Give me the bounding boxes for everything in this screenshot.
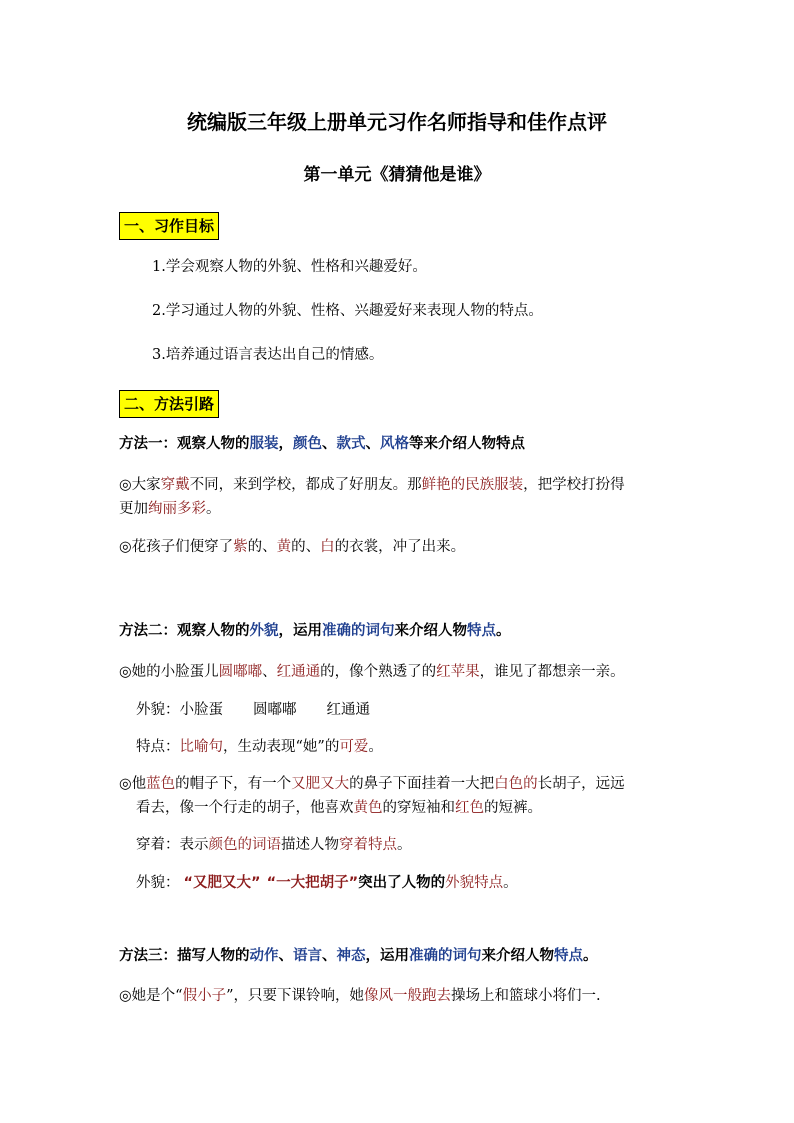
document-title: 统编版三年级上册单元习作名师指导和佳作点评	[187, 110, 607, 134]
highlight: 又肥又大	[291, 776, 350, 792]
text-run: 。	[368, 739, 383, 755]
highlight: 比喻句	[179, 739, 223, 755]
highlight: 假小子	[182, 988, 227, 1004]
text-run: 来介绍人物	[481, 948, 554, 964]
highlight: 语言	[293, 948, 322, 964]
text-run: 的鼻子下面挂着一大把	[349, 776, 495, 792]
text-run: 来介绍人物	[394, 623, 467, 639]
text-run: 、	[322, 436, 337, 452]
highlight: 黄色	[353, 800, 383, 816]
text-run: ◎大家	[119, 477, 161, 493]
highlight: 圆嘟嘟	[218, 664, 263, 680]
highlight: 像风一般跑去	[364, 988, 451, 1004]
highlight: 特点	[554, 948, 583, 964]
highlight: 穿戴	[160, 477, 190, 493]
text-run: 、	[262, 664, 277, 680]
highlight: 可爱	[339, 739, 369, 755]
text-run: 描述人物	[281, 837, 339, 853]
text-run: ，把学校打扮得	[523, 477, 625, 493]
text-run: 的穿短袖和	[382, 800, 455, 816]
example-paragraph	[119, 474, 625, 496]
text-run: 。	[503, 875, 518, 891]
text-run: ，谁见了都想亲一亲。	[479, 664, 625, 680]
example-paragraph	[119, 985, 601, 1007]
highlight: 穿着特点	[339, 837, 397, 853]
highlight: 白	[320, 539, 335, 555]
example-paragraph	[119, 661, 625, 683]
highlight: 红苹果	[436, 664, 480, 680]
appearance-note-2	[136, 872, 518, 894]
example-paragraph-cont	[136, 797, 542, 819]
text-run: ”，只要下课铃响，她	[226, 988, 364, 1004]
highlight: 准确的词句	[409, 948, 482, 964]
method-3-heading	[119, 945, 598, 967]
highlight: 白色的	[494, 776, 538, 792]
text-run: 等来介绍人物特点	[409, 436, 525, 452]
clothing-note	[136, 834, 412, 856]
appearance-note	[136, 699, 370, 721]
goal-item: 1.学会观察人物的外貌、性格和兴趣爱好。	[152, 259, 427, 275]
text-run: 方法二：观察人物的	[119, 623, 250, 639]
goal-item: 3.培养通过语言表达出自己的情感。	[152, 347, 384, 363]
text-run: 的，像个熟透了的	[320, 664, 437, 680]
highlight: 外貌特点	[445, 875, 504, 891]
text-run: ◎她的小脸蛋儿	[119, 664, 219, 680]
highlight: 神态	[336, 948, 366, 964]
highlight: 蓝色	[146, 776, 176, 792]
method-2-heading	[119, 620, 511, 642]
text-run: ，	[278, 436, 293, 452]
unit-subtitle: 第一单元《猜猜他是谁》	[303, 165, 491, 185]
text-run: 的衣裳，冲了出来。	[334, 539, 466, 555]
example-paragraph-cont	[119, 498, 221, 520]
highlight: 紫	[233, 539, 248, 555]
text-run: 突出了人物的	[358, 875, 446, 891]
text-run: 特点：	[136, 739, 180, 755]
highlight: 服装	[249, 436, 279, 452]
highlight: 特点	[467, 623, 496, 639]
text-run: 方法三：描写人物的	[119, 948, 250, 964]
highlight: “又肥又大”	[183, 875, 261, 891]
text-run: 、	[278, 948, 293, 964]
highlight: 外貌	[249, 623, 279, 639]
text-run: 、	[365, 436, 380, 452]
example-paragraph	[119, 773, 625, 795]
text-run: 长胡子，远远	[537, 776, 625, 792]
highlight: “一大把胡子”	[266, 875, 359, 891]
highlight: 款式	[336, 436, 366, 452]
text-run: ，生动表现“她”的	[223, 739, 340, 755]
highlight: 鲜艳的民族服装	[421, 477, 524, 493]
text-run: 。	[583, 948, 598, 964]
text-run: 操场上和篮球小将们一.	[451, 988, 601, 1004]
text-run: ◎她是个“	[119, 988, 183, 1004]
text-run: 方法一：观察人物的	[119, 436, 250, 452]
highlight: 红通通	[276, 664, 321, 680]
highlight: 准确的词句	[322, 623, 395, 639]
text-run: 的、	[247, 539, 277, 555]
highlight: 黄	[276, 539, 292, 555]
text-run: 更加	[119, 501, 148, 517]
text-run: 红通通	[326, 702, 370, 718]
text-run: 穿着：表示	[136, 837, 209, 853]
text-run: ◎他	[119, 776, 147, 792]
text-run: 。	[206, 501, 221, 517]
text-run: 圆嘟嘟	[253, 702, 297, 718]
text-run: 。	[496, 623, 511, 639]
text-run: 不同，来到学校，都成了好朋友。那	[189, 477, 422, 493]
goal-item: 2.学习通过人物的外貌、性格、兴趣爱好来表现人物的特点。	[152, 303, 543, 319]
feature-note	[136, 736, 383, 758]
highlight: 颜色	[293, 436, 322, 452]
text-run: 外貌：小脸蛋	[136, 702, 223, 718]
text-run: 看去，像一个行走的胡子，他喜欢	[136, 800, 354, 816]
text-run: 的短裤。	[484, 800, 542, 816]
text-run: 的、	[291, 539, 321, 555]
text-run: ◎花孩子们便穿了	[119, 539, 234, 555]
example-paragraph	[119, 536, 465, 558]
highlight: 红色	[455, 800, 484, 816]
section-heading-goals: 一、习作目标	[119, 212, 219, 240]
text-run: 的帽子下，有一个	[175, 776, 292, 792]
highlight: 动作	[249, 948, 279, 964]
text-run: 、	[322, 948, 337, 964]
text-run: ，运用	[365, 948, 409, 964]
text-run: 。	[397, 837, 412, 853]
text-run: ，运用	[278, 623, 322, 639]
section-heading-methods: 二、方法引路	[119, 390, 219, 418]
highlight: 绚丽多彩	[148, 501, 206, 517]
highlight: 颜色的词语	[208, 837, 281, 853]
text-run: 外貌：	[136, 875, 180, 891]
method-1-heading	[119, 433, 525, 455]
highlight: 风格	[380, 436, 409, 452]
